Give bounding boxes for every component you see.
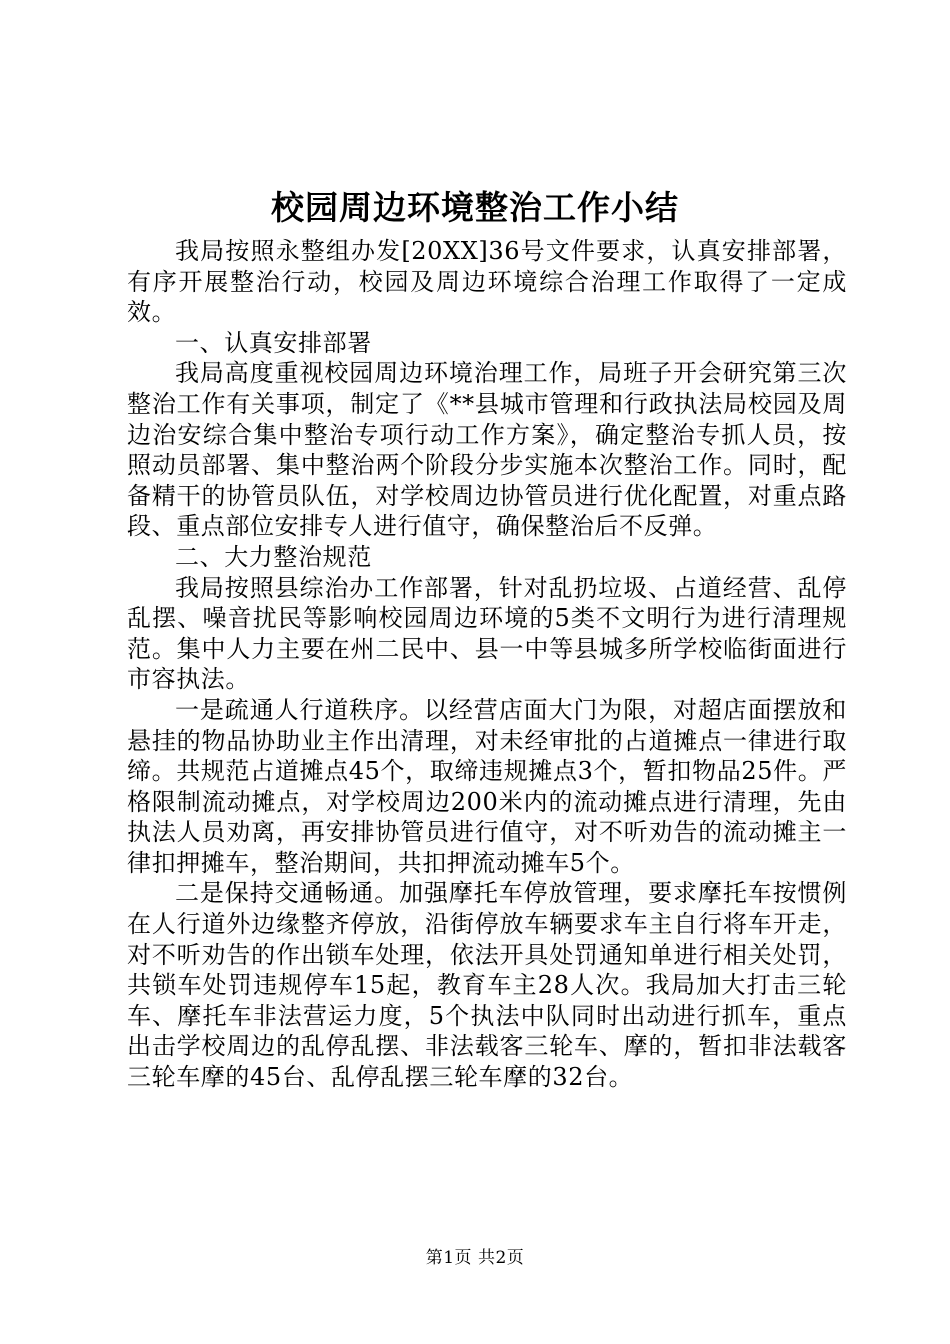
paragraph-section-1: 我局高度重视校园周边环境治理工作，局班子开会研究第三次整治工作有关事项，制定了《**县城市管理和行政执法局校园及周边治安综合集中整治专项行动工作方案》，确定整治专抓人员，按照动员部署、集中整治两个阶段分步实施本次整治工作。同时，配备精干的协管员队伍，对学校周边协管员进行优化配置，对重点路段、重点部位安排专人进行值守，确保整治后不反弹。: [127, 359, 847, 541]
section-heading-2: 二、大力整治规范: [175, 542, 372, 571]
paragraph-item-1: 一是疏通人行道秩序。以经营店面大门为限，对超店面摆放和悬挂的物品协助业主作出清理，对未经审批的占道摊点一律进行取缔。共规范占道摊点45个，取缔违规摊点3个，暂扣物品25件。严格限制流动摊点，对学校周边200米内的流动摊点进行清理，先由执法人员劝离，再安排协管员进行值守，对不听劝告的流动摊主一律扣押摊车，整治期间，共扣押流动摊车5个。: [127, 695, 847, 877]
page-number-footer: 第1页 共2页: [425, 1248, 525, 1268]
paragraph-section-2: 我局按照县综治办工作部署，针对乱扔垃圾、占道经营、乱停乱摆、噪音扰民等影响校园周边环境的5类不文明行为进行清理规范。集中人力主要在州二民中、县一中等县城多所学校临街面进行市容执法。: [127, 573, 847, 694]
paragraph-intro: 我局按照永整组办发[20XX]36号文件要求，认真安排部署，有序开展整治行动，校园及周边环境综合治理工作取得了一定成效。: [127, 237, 847, 327]
section-heading-1: 一、认真安排部署: [175, 328, 372, 357]
document-body: [127, 236, 847, 1093]
paragraph-item-2: 二是保持交通畅通。加强摩托车停放管理，要求摩托车按惯例在人行道外边缘整齐停放，沿街停放车辆要求车主自行将车开走，对不听劝告的作出锁车处理，依法开具处罚通知单进行相关处罚，共锁车处罚违规停车15起，教育车主28人次。我局加大打击三轮车、摩托车非法营运力度，5个执法中队同时出动进行抓车，重点出击学校周边的乱停乱摆、非法载客三轮车、摩的，暂扣非法载客三轮车摩的45台、乱停乱摆三轮车摩的32台。: [127, 879, 847, 1092]
document-title: 校园周边环境整治工作小结: [271, 188, 679, 227]
